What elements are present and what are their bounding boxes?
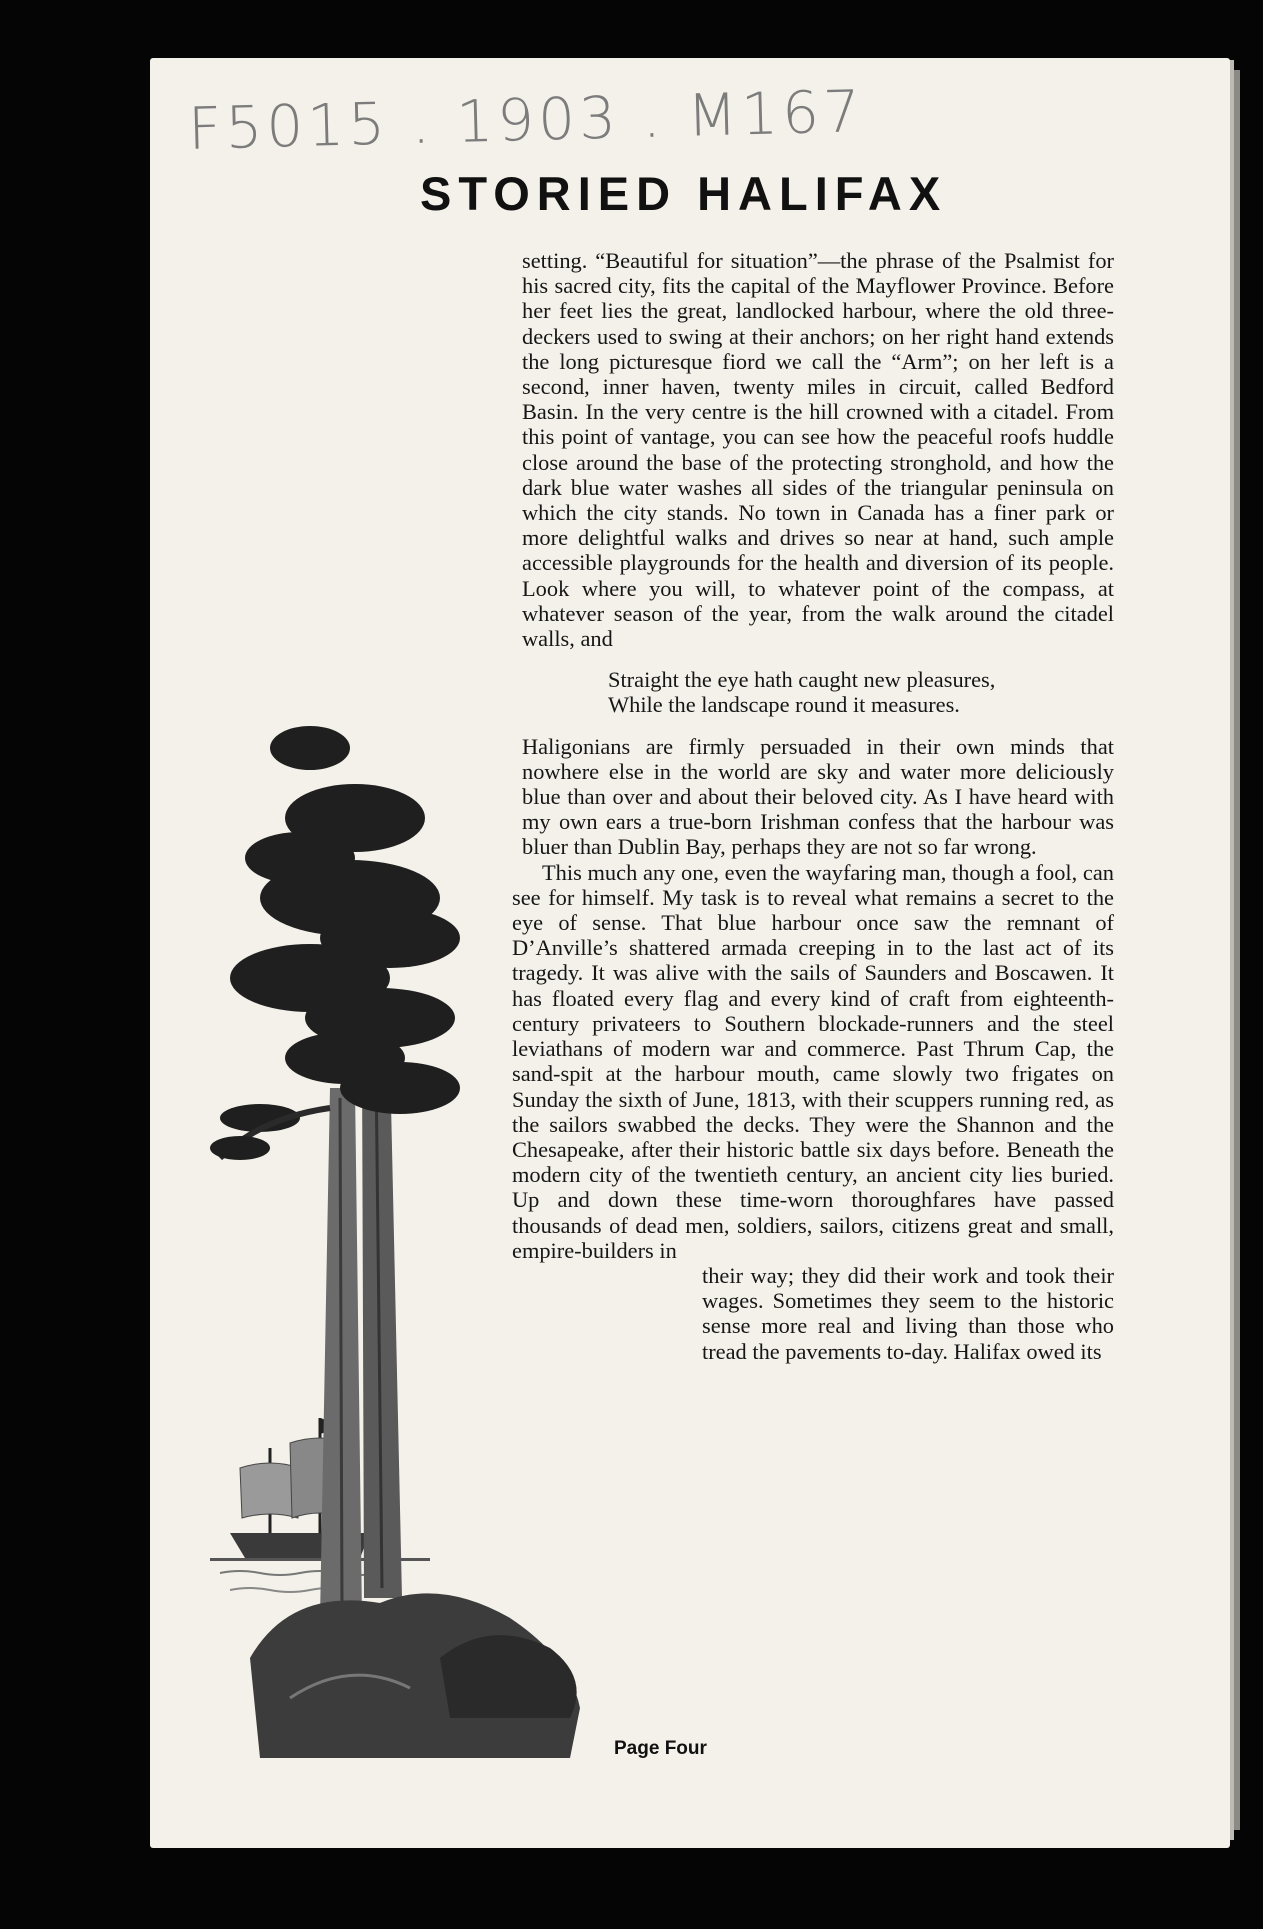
paragraph-2: Haligonians are firmly persuaded in their own minds that nowhere else in the world are sky and water more deliciously blue than over and about their beloved city. As I have heard with my own ears a true-born Irishman confess that the harbour was bluer than Dublin Bay, perhaps they are not so far wrong. bbox=[522, 733, 1114, 860]
article-body bbox=[512, 248, 1114, 1364]
page-edge-shadow bbox=[1234, 70, 1240, 1830]
page-title: STORIED HALIFAX bbox=[420, 167, 948, 220]
call-number-handwritten: F5015 . 1903 . M167 bbox=[187, 77, 865, 163]
paragraph-3-continued: their way; they did their work and took their wages. Sometimes they seem to the historic sense more real and living than those who tread the pavements to-day. Halifax owed its bbox=[702, 1262, 1114, 1364]
rocks-illustration bbox=[250, 1593, 580, 1758]
verse-line-2: While the landscape round it measures. bbox=[608, 692, 960, 718]
page-number-label: Page Four bbox=[614, 1738, 707, 1759]
paragraph-1: setting. “Beautiful for situation”—the phrase of the Psalmist for his sacred city, fits the capital of the Mayflower Province. Before her feet lies the great, landlocked harbour, where the old three-deckers used to swing at their anchors; on her right hand extends the long picturesque fiord we call the “Arm”; on her left is a second, inner haven, twenty miles in circuit, called Bedford Basin. In the very centre is the hill crowned with a citadel. From this point of vantage, you can see how the peaceful roofs huddle close around the base of the protecting stronghold, and how the dark blue water washes all sides of the triangular peninsula on which the city stands. No town in Canada has a finer park or more delightful walks and drives so near at hand, such ample accessible playgrounds for the health and diversion of its people. Look where you will, to whatever point of the compass, at whatever season of the year, from the walk around the citadel walls, and bbox=[522, 248, 1114, 652]
book-page bbox=[150, 58, 1230, 1848]
verse-line-1: Straight the eye hath caught new pleasures, bbox=[608, 667, 996, 693]
paragraph-3: This much any one, even the wayfaring man, though a fool, can see for himself. My task is to reveal what remains a secret to the eye of sense. That blue harbour once saw the remnant of D’Anville’s shattered armada creeping in to the last act of its tragedy. It was alive with the sails of Saunders and Boscawen. It has floated every flag and every kind of craft from eighteenth-century privateers to Southern blockade-runners and the steel leviathans of modern war and commerce. Past Thrum Cap, the sand-spit at the harbour mouth, came slowly two frigates on Sunday the sixth of June, 1813, with their scuppers running red, as the sailors swabbed the decks. They were the Shannon and the Chesapeake, after their historic battle six days before. Beneath the modern city of the twentieth century, an ancient city lies buried. Up and down these time-worn thoroughfares have passed thousands of dead men, soldiers, sailors, citizens great and small, empire-builders in bbox=[512, 859, 1114, 1263]
verse-quote bbox=[608, 667, 1114, 717]
